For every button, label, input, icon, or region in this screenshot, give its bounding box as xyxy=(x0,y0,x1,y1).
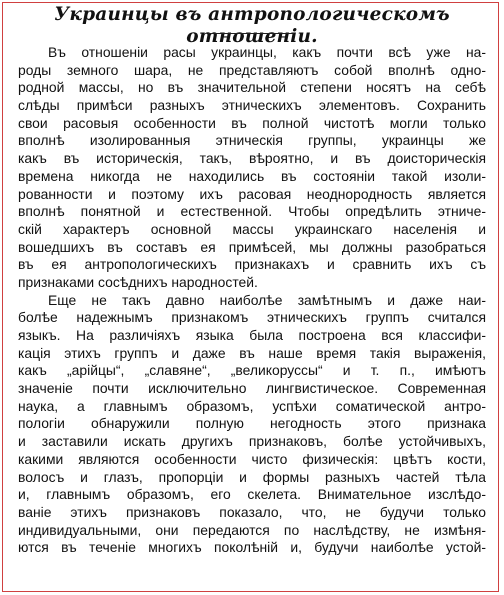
text-line: болѣе надежнымъ признакомъ этническихъ группъ считался xyxy=(18,309,486,326)
text-line: рованности и поэтому ихъ расовая неоднородность является xyxy=(18,185,486,202)
text-line: ваніе этихъ признаковъ показало, что, не будучи только xyxy=(18,503,486,520)
text-line: роды земного шара, не представляютъ собой вполнѣ одно- xyxy=(18,61,486,78)
title-underline xyxy=(208,33,294,34)
text-line: слѣды примѣси разныхъ этническихъ элементовъ. Сохранить xyxy=(18,97,486,114)
text-line: какими являются особенности чисто физическія: цвѣтъ кости, xyxy=(18,450,486,467)
text-line: вполнѣ понятной и естественной. Чтобы опредѣлить этниче- xyxy=(18,203,486,220)
text-line: родной массы, но въ значительной степени носятъ на себѣ xyxy=(18,79,486,96)
text-line: и заставили искать другихъ признаковъ, болѣе устойчивыхъ, xyxy=(18,433,486,450)
text-line: пологіи обнаружили полную негодность этого признака xyxy=(18,415,486,432)
text-line: вошедшихъ въ составъ ея примѣсей, мы должны разобраться xyxy=(18,238,486,255)
article-body xyxy=(18,44,486,557)
text-line: ются въ теченіе многихъ поколѣній и, будучи наиболѣе устой- xyxy=(18,539,486,556)
text-line: волосъ и глазъ, пропорціи и формы разныхъ частей тѣла xyxy=(18,468,486,485)
text-line: скій характеръ основной массы украинскаго населенія и xyxy=(18,220,486,237)
text-line: кація этихъ группъ и даже въ наше время такія выраженія, xyxy=(18,344,486,361)
text-line: значеніе почти исключительно лингвистическое. Современная xyxy=(18,380,486,397)
text-line: и, главнымъ образомъ, его скелета. Внимательное изслѣдо- xyxy=(18,486,486,503)
text-line: Еще не такъ давно наиболѣе замѣтнымъ и даже наи- xyxy=(48,291,486,308)
text-line: свои расовыя особенности въ полной чистотѣ могли только xyxy=(18,114,486,131)
text-line: индивидуальными, они передаются по наслѣдству, не измѣня- xyxy=(18,521,486,538)
text-line: признаками сосѣднихъ народностей. xyxy=(18,273,258,290)
text-line: какъ въ историческія, такъ, вѣроятно, и въ доисторическія xyxy=(18,150,486,167)
text-line: языкъ. На различіяхъ языка была построена вся классифи- xyxy=(18,327,486,343)
text-line: вполнѣ изолированныя этническія группы, украинцы же xyxy=(18,132,486,149)
text-line: наука, а главнымъ образомъ, успѣхи соматической антро- xyxy=(18,397,486,414)
text-line: Въ отношеніи расы украинцы, какъ почти всѣ уже на- xyxy=(48,44,486,60)
text-line: времена никогда не находились въ состояніи такой изоли- xyxy=(18,167,486,184)
text-line: какъ „арійцы“, „славяне“, „великоруссы“ и т. п., имѣютъ xyxy=(18,362,486,379)
text-line: въ ея антропологическихъ признакахъ и сравнить ихъ съ xyxy=(18,256,486,273)
article-title: Украинцы въ антропологическомъ отношеніи. xyxy=(54,4,450,47)
